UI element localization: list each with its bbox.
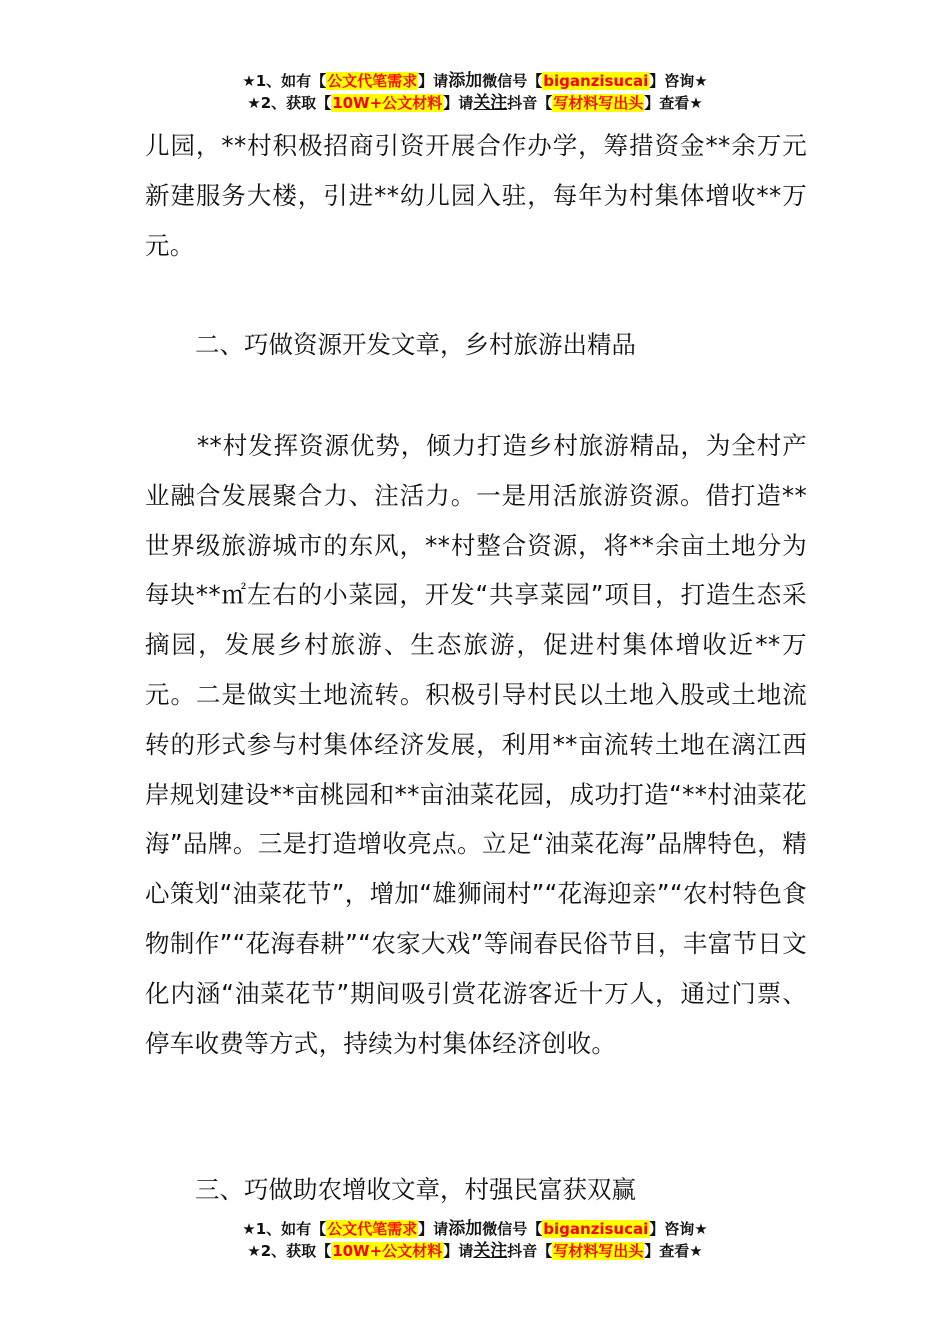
banner-text: 微信号【	[482, 1220, 543, 1238]
banner-line-1	[0, 70, 950, 92]
banner-emphasis: 添加	[448, 1219, 483, 1239]
banner-text: 微信号【	[482, 72, 543, 90]
banner-text: 抖音【	[507, 94, 553, 112]
banner-line-1	[0, 1218, 950, 1240]
banner-text: 】查看★	[644, 1242, 703, 1260]
banner-text: 】咨询★	[649, 72, 708, 90]
banner-highlight: 10W+公文材料	[332, 1242, 443, 1260]
banner-text: ★1、如有【	[242, 72, 327, 90]
banner-text: 】咨询★	[649, 1220, 708, 1238]
banner-emphasis: 关注	[473, 1241, 508, 1261]
banner-highlight: 10W+公文材料	[332, 94, 443, 112]
paragraph-section-2: **村发挥资源优势，倾力打造乡村旅游精品，为全村产业融合发展聚合力、注活力。一是用活旅游资源。借打造**世界级旅游城市的东风，**村整合资源，将**余亩土地分为每块**㎡左右的小菜园，开发“共享菜园”项目，打造生态采摘园，发展乡村旅游、生态旅游，促进村集体增收近**万元。二是做实土地流转。积极引导村民以土地入股或土地流转的形式参与村集体经济发展，利用**亩流转土地在漓江西岸规划建设**亩桃园和**亩油菜花园，成功打造“**村油菜花海”品牌。三是打造增收亮点。立足“油菜花海”品牌特色，精心策划“油菜花节”，增加“雄狮闹村”“花海迎亲”“农村特色食物制作”“花海春耕”“农家大戏”等闹春民俗节目，丰富节日文化内涵“油菜花节”期间吸引赏花游客近十万人，通过门票、停车收费等方式，持续为村集体经济创收。	[145, 431, 807, 1058]
banner-highlight: 公文代笔需求	[327, 72, 418, 90]
banner-text: ★2、获取【	[247, 94, 332, 112]
banner-text: ★1、如有【	[242, 1220, 327, 1238]
section-heading-3: 三、巧做助农增收文章，村强民富获双赢	[195, 1175, 636, 1204]
banner-text: 】请	[443, 94, 474, 112]
banner-text: 】请	[443, 1242, 474, 1260]
banner-emphasis: 关注	[473, 93, 508, 113]
banner-line-2	[0, 1240, 950, 1262]
section-heading-2: 二、巧做资源开发文章，乡村旅游出精品	[195, 330, 636, 359]
banner-text: ★2、获取【	[247, 1242, 332, 1260]
banner-highlight: 写材料写出头	[553, 94, 644, 112]
banner-highlight: 写材料写出头	[553, 1242, 644, 1260]
banner-text: 】请	[418, 72, 449, 90]
banner-emphasis: 添加	[448, 71, 483, 91]
banner-text: 抖音【	[507, 1242, 553, 1260]
banner-highlight: biganzisucai	[543, 1220, 649, 1238]
banner-text: 】请	[418, 1220, 449, 1238]
paragraph-continued: 儿园，**村积极招商引资开展合作办学，筹措资金**余万元新建服务大楼，引进**幼儿园入驻，每年为村集体增收**万元。	[145, 131, 807, 260]
banner-line-2	[0, 92, 950, 114]
footer-banner	[0, 1218, 950, 1262]
banner-highlight: biganzisucai	[543, 72, 649, 90]
banner-highlight: 公文代笔需求	[327, 1220, 418, 1238]
banner-text: 】查看★	[644, 94, 703, 112]
header-banner	[0, 70, 950, 114]
